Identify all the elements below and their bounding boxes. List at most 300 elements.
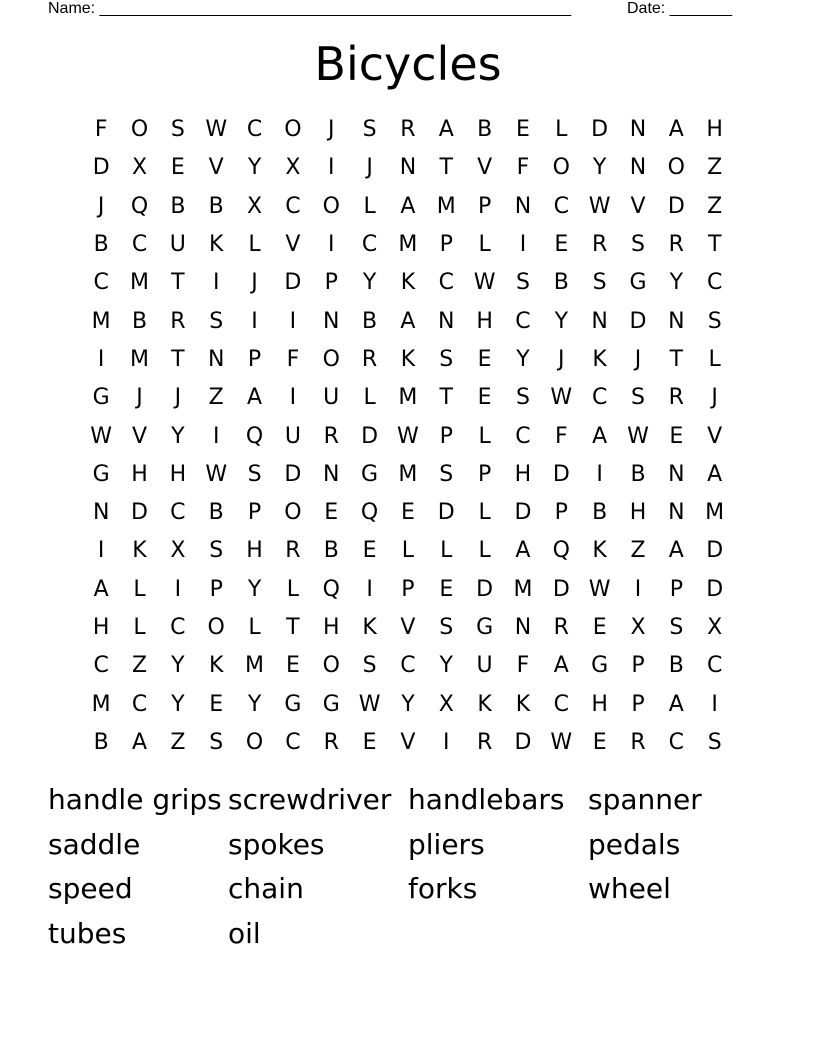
grid-cell: F	[554, 423, 568, 449]
grid-cell: L	[555, 117, 568, 143]
grid-cell: V	[400, 615, 416, 640]
grid-cell: T	[439, 155, 453, 181]
grid-cell: B	[208, 193, 224, 219]
grid-cell: J	[97, 193, 105, 219]
grid-cell: K	[208, 232, 224, 258]
grid-cell: G	[92, 461, 110, 487]
name-field: Name: _____________________________________________________	[48, 0, 572, 17]
grid-cell: B	[208, 500, 224, 526]
grid-cell: Z	[170, 729, 186, 755]
grid-cell: S	[515, 270, 530, 296]
grid-cell: P	[554, 500, 568, 526]
grid-cell: O	[322, 346, 340, 372]
grid-cell: A	[592, 423, 608, 449]
page-title: Bicycles	[314, 37, 502, 91]
grid-cell: J	[366, 155, 373, 181]
word-bank-item: spokes	[228, 827, 325, 861]
grid-row	[82, 188, 734, 226]
grid-cell: R	[591, 232, 608, 258]
grid-cell: I	[251, 308, 258, 334]
grid-cell: R	[400, 117, 416, 143]
grid-cell: R	[476, 729, 493, 755]
grid-cell: C	[93, 653, 109, 679]
grid-cell: D	[284, 461, 302, 487]
grid-cell: B	[131, 308, 148, 334]
grid-cell: U	[284, 423, 301, 449]
grid-cell: I	[327, 155, 335, 181]
grid-cell: Y	[362, 270, 377, 296]
grid-cell: A	[400, 193, 416, 219]
word-bank	[48, 778, 768, 957]
grid-cell: L	[478, 500, 491, 526]
grid-cell: E	[362, 538, 377, 564]
grid-cell: A	[93, 576, 109, 602]
word-bank-item: pliers	[408, 827, 485, 861]
grid-cell: I	[212, 270, 220, 296]
grid-cell: W	[550, 729, 573, 755]
grid-cell: C	[361, 232, 378, 258]
grid-cell: Y	[669, 270, 684, 296]
grid-cell: Z	[707, 155, 723, 181]
grid-cell: X	[247, 193, 263, 219]
grid-row	[82, 609, 734, 647]
grid-cell: Q	[322, 576, 340, 602]
grid-cell: P	[669, 576, 683, 602]
grid-cell: D	[131, 500, 148, 526]
grid-cell: P	[631, 653, 645, 679]
grid-cell: S	[170, 117, 185, 143]
grid-cell: R	[668, 232, 684, 258]
grid-cell: L	[248, 232, 261, 258]
grid-cell: A	[400, 308, 416, 334]
grid-cell: A	[668, 691, 684, 717]
grid-cell: K	[400, 270, 416, 296]
grid-cell: V	[477, 155, 493, 181]
word-bank-item: saddle	[48, 827, 141, 861]
grid-cell: M	[705, 500, 725, 526]
grid-cell: O	[322, 193, 340, 219]
grid-cell: P	[477, 193, 492, 219]
grid-cell: L	[478, 232, 491, 258]
grid-cell: Z	[208, 385, 224, 411]
grid-cell: D	[476, 576, 494, 602]
grid-cell: Y	[247, 576, 262, 602]
grid-cell: N	[514, 615, 532, 640]
grid-cell: D	[552, 576, 570, 602]
grid-cell: S	[592, 270, 607, 296]
grid-cell: J	[327, 117, 335, 143]
grid-cell: P	[209, 576, 223, 602]
grid-cell: C	[515, 423, 531, 449]
grid-cell: U	[476, 653, 493, 679]
grid-cell: F	[516, 653, 530, 679]
grid-cell: B	[553, 270, 569, 296]
grid-cell: N	[323, 461, 340, 487]
word-bank-item: screwdriver	[228, 783, 392, 816]
grid-row	[82, 417, 734, 455]
grid-cell: Y	[439, 653, 453, 679]
grid-cell: C	[591, 385, 608, 411]
grid-cell: S	[439, 461, 454, 487]
word-bank-item: pedals	[588, 827, 681, 861]
grid-cell: N	[629, 155, 647, 181]
grid-cell: K	[132, 538, 147, 564]
grid-cell: T	[286, 615, 300, 640]
grid-cell: E	[362, 729, 377, 755]
grid-cell: E	[592, 729, 607, 755]
grid-cell: B	[93, 232, 109, 258]
grid-cell: L	[133, 615, 146, 640]
grid-cell: O	[552, 155, 570, 181]
grid-cell: H	[629, 500, 647, 526]
grid-cell: X	[438, 691, 454, 717]
grid-cell: W	[627, 423, 649, 449]
grid-cell: Y	[247, 691, 262, 717]
grid-cell: I	[97, 346, 105, 372]
grid-row	[82, 724, 734, 762]
grid-cell: S	[362, 117, 377, 143]
word-bank-item: spanner	[588, 783, 702, 816]
letter-grid	[82, 111, 734, 762]
grid-cell: W	[358, 691, 381, 717]
grid-cell: E	[592, 615, 607, 640]
grid-cell: Y	[247, 155, 262, 181]
grid-cell: A	[247, 385, 263, 411]
grid-cell: M	[513, 576, 533, 602]
grid-cell: B	[630, 461, 646, 487]
grid-cell: N	[591, 308, 608, 334]
grid-cell: O	[322, 653, 340, 679]
word-bank-item: wheel	[588, 872, 671, 906]
grid-cell: R	[323, 423, 339, 449]
grid-cell: S	[209, 729, 224, 755]
grid-cell: S	[631, 385, 645, 411]
grid-cell: D	[706, 538, 724, 564]
grid-cell: C	[131, 232, 148, 258]
grid-cell: G	[591, 653, 609, 679]
grid-cell: B	[170, 193, 186, 219]
grid-cell: S	[669, 615, 684, 640]
grid-cell: U	[169, 232, 186, 258]
grid-cell: R	[285, 538, 301, 564]
grid-cell: Z	[131, 653, 148, 679]
grid-cell: L	[363, 385, 376, 411]
grid-cell: S	[439, 615, 454, 640]
grid-row	[82, 226, 734, 264]
grid-cell: M	[91, 308, 111, 334]
grid-cell: I	[596, 461, 603, 487]
grid-cell: N	[514, 193, 532, 219]
grid-cell: S	[362, 653, 377, 679]
grid-cell: N	[207, 346, 225, 372]
grid-cell: Q	[552, 538, 570, 564]
grid-cell: L	[248, 615, 261, 640]
grid-cell: L	[478, 423, 491, 449]
grid-cell: G	[629, 270, 647, 296]
grid-cell: D	[667, 193, 685, 219]
grid-cell: M	[436, 193, 456, 219]
grid-cell: D	[437, 500, 455, 526]
grid-cell: O	[245, 729, 264, 755]
grid-cell: H	[169, 461, 187, 487]
grid-cell: H	[514, 461, 532, 487]
grid-cell: E	[285, 653, 300, 679]
grid-cell: B	[477, 117, 493, 143]
grid-cell: A	[668, 117, 684, 143]
grid-cell: V	[131, 423, 148, 449]
grid-row	[82, 341, 734, 379]
grid-row	[82, 456, 734, 494]
grid-row	[82, 647, 734, 685]
grid-cell: F	[286, 346, 300, 372]
grid-cell: K	[208, 653, 224, 679]
word-bank-item: oil	[228, 917, 261, 951]
grid-cell: D	[361, 423, 379, 449]
grid-cell: K	[477, 691, 492, 717]
grid-cell: W	[397, 423, 419, 449]
grid-cell: C	[246, 117, 263, 143]
grid-cell: E	[439, 576, 454, 602]
grid-cell: C	[668, 729, 685, 755]
grid-cell: S	[209, 308, 224, 334]
grid-cell: Z	[707, 193, 723, 219]
grid-cell: K	[592, 346, 607, 372]
grid-cell: Y	[554, 308, 569, 334]
grid-cell: X	[630, 615, 646, 640]
grid-cell: X	[131, 155, 148, 181]
grid-cell: C	[285, 729, 301, 755]
grid-cell: L	[440, 538, 453, 564]
grid-cell: V	[285, 232, 301, 258]
grid-cell: V	[630, 193, 646, 219]
grid-cell: I	[327, 232, 335, 258]
grid-cell: I	[711, 691, 718, 717]
grid-cell: L	[478, 538, 491, 564]
grid-cell: J	[174, 385, 182, 411]
grid-cell: D	[552, 461, 570, 487]
grid-cell: P	[439, 423, 453, 449]
grid-cell: K	[400, 346, 416, 372]
grid-cell: G	[476, 615, 494, 640]
grid-cell: I	[289, 308, 297, 334]
grid-cell: C	[93, 270, 109, 296]
grid-cell: Q	[245, 423, 264, 449]
grid-cell: M	[245, 653, 265, 679]
grid-cell: E	[477, 346, 492, 372]
grid-cell: X	[285, 155, 301, 181]
grid-cell: S	[515, 385, 530, 411]
grid-cell: N	[629, 117, 647, 143]
grid-cell: R	[668, 385, 684, 411]
grid-row	[82, 532, 734, 570]
grid-cell: R	[323, 729, 339, 755]
grid-cell: E	[324, 500, 339, 526]
grid-cell: X	[707, 615, 723, 640]
grid-cell: Y	[592, 155, 607, 181]
grid-row	[82, 494, 734, 532]
grid-cell: C	[553, 691, 569, 717]
grid-cell: C	[170, 500, 186, 526]
grid-cell: N	[438, 308, 455, 334]
grid-cell: B	[323, 538, 339, 564]
grid-cell: U	[323, 385, 340, 411]
grid-cell: D	[284, 270, 302, 296]
grid-cell: P	[631, 691, 645, 717]
grid-cell: R	[630, 729, 646, 755]
grid-cell: P	[324, 270, 338, 296]
grid-cell: C	[706, 653, 723, 679]
grid-cell: H	[246, 538, 263, 564]
grid-cell: H	[322, 615, 340, 640]
grid-cell: H	[591, 691, 608, 717]
word-bank-item: tubes	[48, 917, 127, 951]
grid-cell: E	[516, 117, 530, 143]
grid-cell: J	[634, 346, 642, 372]
grid-cell: Q	[130, 193, 149, 219]
grid-cell: H	[706, 117, 723, 143]
word-bank-item: forks	[408, 872, 478, 906]
grid-cell: K	[592, 538, 607, 564]
grid-cell: L	[133, 576, 146, 602]
grid-cell: J	[251, 270, 258, 296]
grid-cell: S	[247, 461, 262, 487]
grid-cell: A	[553, 653, 569, 679]
grid-cell: M	[130, 270, 149, 296]
grid-cell: V	[707, 423, 723, 449]
grid-cell: R	[553, 615, 569, 640]
grid-row	[82, 264, 734, 302]
grid-cell: I	[634, 576, 642, 602]
grid-cell: A	[515, 538, 531, 564]
grid-cell: V	[208, 155, 224, 181]
grid-cell: T	[669, 346, 684, 372]
grid-cell: D	[514, 500, 532, 526]
grid-row	[82, 571, 734, 609]
grid-cell: K	[362, 615, 377, 640]
grid-cell: E	[400, 500, 415, 526]
grid-cell: A	[707, 461, 723, 487]
grid-cell: N	[668, 308, 685, 334]
grid-cell: O	[130, 117, 149, 143]
grid-cell: C	[170, 615, 186, 640]
grid-cell: J	[711, 385, 718, 411]
grid-cell: D	[92, 155, 110, 181]
grid-cell: C	[515, 308, 531, 334]
grid-cell: Y	[171, 423, 185, 449]
grid-cell: J	[136, 385, 143, 411]
word-bank-item: speed	[48, 872, 133, 906]
grid-cell: M	[130, 346, 149, 372]
grid-cell: L	[401, 538, 415, 564]
grid-cell: S	[631, 232, 645, 258]
header-row	[0, 0, 816, 20]
grid-cell: E	[170, 155, 185, 181]
grid-cell: I	[212, 423, 220, 449]
grid-cell: N	[668, 500, 685, 526]
grid-cell: I	[174, 576, 182, 602]
grid-cell: L	[708, 346, 721, 372]
grid-cell: Y	[516, 346, 530, 372]
grid-cell: B	[93, 729, 109, 755]
grid-cell: S	[209, 538, 224, 564]
grid-cell: W	[90, 423, 113, 449]
grid-cell: S	[707, 308, 722, 334]
grid-cell: H	[476, 308, 493, 334]
grid-cell: Y	[171, 653, 185, 679]
grid-cell: W	[205, 117, 228, 143]
grid-cell: B	[592, 500, 608, 526]
word-bank-item: handle grips	[48, 783, 222, 816]
grid-cell: P	[477, 461, 492, 487]
grid-cell: C	[706, 270, 723, 296]
grid-cell: O	[284, 500, 302, 526]
grid-cell: M	[398, 385, 418, 411]
grid-cell: I	[366, 576, 373, 602]
grid-cell: W	[473, 270, 496, 296]
grid-cell: E	[554, 232, 569, 258]
grid-cell: P	[247, 346, 262, 372]
grid-cell: M	[398, 232, 418, 258]
grid-cell: I	[97, 538, 105, 564]
grid-cell: M	[398, 461, 418, 487]
grid-cell: A	[438, 117, 454, 143]
grid-cell: D	[514, 729, 532, 755]
grid-cell: A	[131, 729, 148, 755]
grid-cell: L	[286, 576, 300, 602]
grid-cell: F	[94, 117, 108, 143]
grid-cell: G	[361, 461, 379, 487]
grid-cell: B	[362, 308, 378, 334]
grid-cell: W	[588, 193, 611, 219]
grid-cell: P	[247, 500, 262, 526]
grid-cell: C	[400, 653, 416, 679]
word-bank-item: handlebars	[408, 783, 565, 816]
grid-cell: G	[322, 691, 340, 717]
grid-cell: P	[439, 232, 453, 258]
grid-cell: E	[669, 423, 684, 449]
grid-cell: S	[439, 346, 454, 372]
grid-cell: O	[207, 615, 225, 640]
grid-cell: Y	[171, 691, 185, 717]
grid-cell: T	[439, 385, 453, 411]
grid-cell: L	[363, 193, 376, 219]
grid-cell: F	[516, 155, 530, 181]
word-bank-item: chain	[228, 872, 304, 906]
grid-cell: D	[629, 308, 647, 334]
grid-row	[82, 379, 734, 417]
grid-cell: N	[399, 155, 417, 181]
grid-cell: C	[131, 691, 148, 717]
grid-cell: T	[171, 270, 185, 296]
grid-cell: B	[668, 653, 684, 679]
grid-cell: I	[519, 232, 527, 258]
grid-cell: E	[477, 385, 492, 411]
grid-row	[82, 302, 734, 340]
grid-cell: N	[668, 461, 685, 487]
grid-row	[82, 111, 734, 149]
grid-cell: C	[553, 193, 569, 219]
grid-cell: R	[170, 308, 186, 334]
grid-cell: H	[131, 461, 148, 487]
grid-cell: W	[550, 385, 573, 411]
grid-cell: E	[209, 691, 224, 717]
grid-cell: J	[558, 346, 565, 372]
grid-cell: G	[92, 385, 110, 411]
grid-cell: A	[668, 538, 684, 564]
grid-cell: Z	[630, 538, 646, 564]
grid-cell: W	[588, 576, 611, 602]
grid-cell: G	[284, 691, 302, 717]
